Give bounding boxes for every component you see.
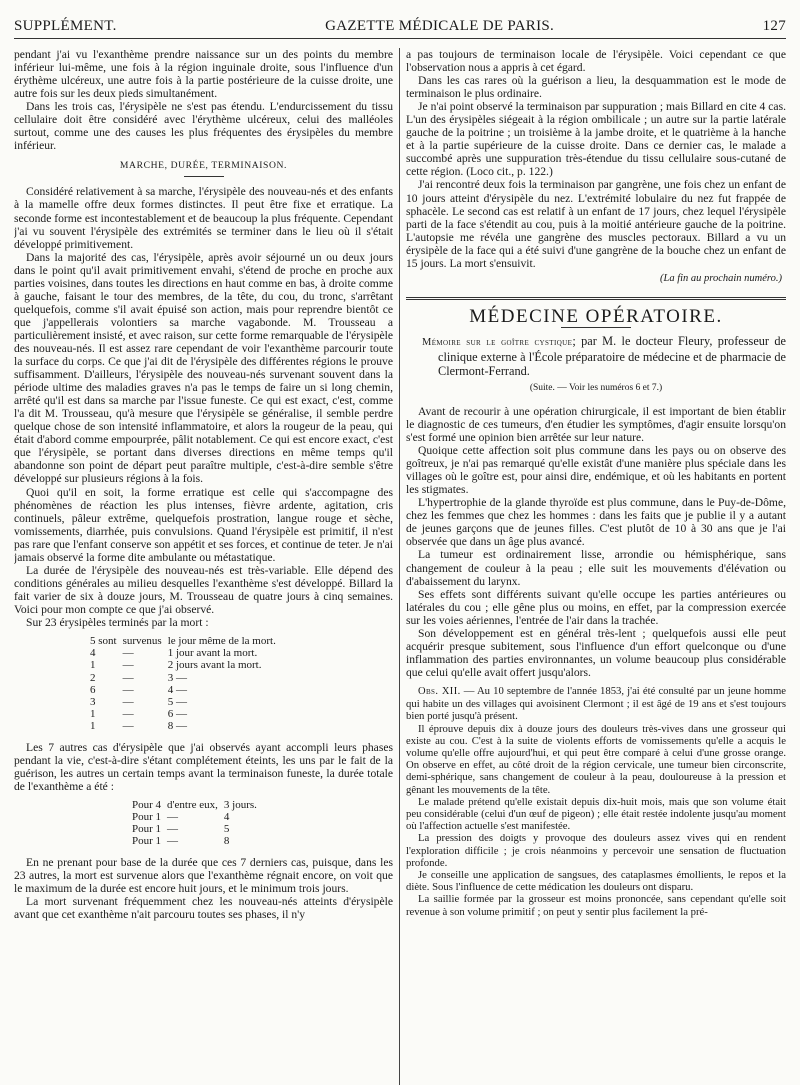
paragraph: Considéré relativement à sa marche, l'érysipèle des nouveau-nés et des enfants à la mamelle offre deux formes distinctes. Il peut être fixe et erratique. La seconde forme est incontestablement et de beaucoup la plus fréquente. Cependant j'ai vu souvent l'érysipèle des extrémités se terminer dans le lieu où il s'était développé primitivement. [14,185,393,251]
paragraph: Quoi qu'il en soit, la forme erratique est celle qui s'accompagne des phénomènes de réaction les plus intenses, fièvre ardente, agitation, cris continuels, pâleur extrême, quelquefois prostration, langue rouge et sèche, vomissements, diarrhée, puis convulsions. Quand l'érysipèle est primitif, il n'est pas rare que l'enfant conserve son appétit et ses forces, et continue de teter. Je n'ai jamais observé la forme dite ambulante ou métastatique. [14,485,393,564]
paragraph: Quoique cette affection soit plus commune dans les pays ou on observe des goîtreux, je n'ai pas remarqué qu'elle existât d'une manière plus spéciale dans les villages où le goître est, pour ainsi dire, endémique, et où les habitants en portent les stigmates. [406,444,786,497]
table-cell: — [122,683,134,696]
paragraph: La durée de l'érysipèle des nouveau-nés est très-variable. Elle dépend des conditions générales au milieu desquelles l'exanthème s'est développé. Billard la fait varier de six à douze jours, M. Trousseau de quatre jours à cinq semaines. Voici pour mon compte ce que j'ai observé. [14,563,393,616]
table-cell: — [122,720,134,733]
table-cell: 1 jour avant la mort. [167,647,258,660]
table-cell: 4 [223,811,230,824]
paragraph: Dans la majorité des cas, l'érysipèle, après avoir séjourné un ou deux jours dans le point qu'il avait primitivement envahi, s'étend de proche en proche aux parties voisines, dans toutes les directions en haut comme en bas, à droite comme à gauche, faisant le tour des membres, de la tête, du cou, du tronc, s'arrêtant quelquefois, comme s'il avait épuisé son action, mais pour reprendre bientôt ce que j'appellerais volontiers sa marche vagabonde. M. Trousseau a particulièrement insisté, et avec raison, sur cette forme remarquable de l'érysipèle des nouveau-nés. Il est assez rare cependant de voir l'exanthème parcourir toute la surface du corps. Ce que j'ai dit de l'érysipèle des différentes régions le prouve suffisamment. D'ailleurs, l'érysipèle des nouveau-nés survenant souvent dans la période ultime des maladies graves n'a pas le temps de faire un si long chemin, arrêté qu'il est dans sa marche par l'issue funeste. Ce qui est exact, c'est, comme l'a dit M. Trousseau, qu'à mesure que l'érysipèle se généralise, il semble perdre quelque chose de son intensité inflammatoire, et alors la rougeur de la peau, qui était d'abord comme empourprée, pâlit notablement. Ce qui est encore exact, c'est que l'érysipèle, se portant dans diverses directions en même temps qu'il abandonne son point de départ peut paraître multiple, c'est-à-dire semble s'être développé sur plusieurs régions à la fois. [14,250,393,486]
table-cell: 4 [90,647,96,660]
table-row [90,696,282,708]
header-supplement: SUPPLÉMENT. [14,18,117,34]
page-header [14,18,786,39]
table-row [90,635,282,647]
table-cell: 6 — [167,708,187,721]
table-cell: 3 [90,696,96,709]
header-page-number: 127 [762,18,786,34]
column-divider [399,48,400,1085]
table-cell: 5 sont [90,635,117,648]
continuation-note: (Suite. — Voir les numéros 6 et 7.) [529,382,663,393]
section-separator [406,297,786,300]
observation-paragraph: Le malade prétend qu'elle existait depuis dix-huit mois, mais que son volume était peu considérable (celui d'un œuf de pigeon) ; elle était restée indolente jusqu'au moment où l'affection actuelle s'est manifestée. [406,795,786,833]
table-cell: — [122,659,134,672]
table-cell: 2 jours avant la mort. [167,659,262,672]
table-cell: 5 — [167,696,187,709]
table-cell: Pour 1 [132,835,162,848]
paragraph: En ne prenant pour base de la durée que ces 7 derniers cas, puisque, dans les 23 autres, la mort est survenue alors que l'exanthème régnait encore, on voit que le maximum de la durée est encore huit jours, et le minimum trois jours. [14,855,393,895]
paragraph: a pas toujours de terminaison locale de l'érysipèle. Voici cependant ce que l'observation nous a appris à cet égard. [406,48,786,75]
table-cell: Pour 1 [132,811,162,824]
table-row [90,684,282,696]
table-cell: Pour 1 [132,823,162,836]
table-cell: 2 [90,671,96,684]
paragraph: La mort survenant fréquemment chez les nouveau-nés atteints d'érysipèle avant que cet exanthème n'ait parcouru toutes ses phases, il n'y [14,894,393,921]
paragraph: Sur 23 érysipèles terminés par la mort : [26,615,209,629]
table-cell: — [122,647,134,660]
table-cell: — [167,823,179,836]
observation-paragraph: Il éprouve depuis dix à douze jours des douleurs très-vives dans une grosseur qui existe au cou. C'est à la suite de violents efforts de vomissements qu'elle a acquis le volume qu'elle offre aujourd'hui, et qui peut être comparé à celui d'une grosse orange. On observe en effet, au côté droit de la région cervicale, une tumeur bien circonscrite, demi-sphérique, sans changement de couleur à la peau, douloureuse à la pression et gênant les mouvements de la tête. [406,722,786,796]
right-column [406,48,786,1085]
table-row [90,659,282,671]
article-title-rest: ; par M. le docteur Fleury, professeur de clinique externe à l'École préparatoire de médecine et de pharmacie de Clermont-Ferrand. [438,333,786,378]
table-cell: 8 — [167,720,187,733]
section-title: MÉDECINE OPÉRATOIRE. [406,310,786,328]
observation-paragraph: Je conseille une application de sangsues, des cataplasmes émollients, le repos et la diète. Sous l'influence de cette médication les douleurs ont disparu. [406,868,786,894]
article-title [422,334,786,378]
table-row [90,708,282,720]
paragraph: La tumeur est ordinairement lisse, arrondie ou hémisphérique, sans changement de couleur à la peau ; elle suit les mouvements d'élévation ou d'abaissement du larynx. [406,548,786,588]
table-row [90,672,282,684]
table-cell: 1 [90,708,96,721]
paragraph: Dans les trois cas, l'érysipèle ne s'est pas étendu. L'endurcissement du tissu cellulaire doit être considéré avec l'érythème ulcéreux, celui des malléoles surtout, comme une des causes les plus fréquentes des érysipèles du membre inférieur. [14,100,393,153]
table-cell: — [167,811,179,824]
paragraph: Dans les cas rares où la guérison a lieu, la desquammation est le mode de terminaison le plus ordinaire. [406,74,786,101]
table-row [90,720,282,732]
table-cell: 1 [90,659,96,672]
table-cell: survenus [122,635,162,648]
table-cell: — [167,835,179,848]
table-cell: d'entre eux, [167,798,218,811]
paragraph: J'ai rencontré deux fois la terminaison par gangrène, une fois chez un enfant de 10 jours atteint d'érysipèle du nez. L'extrémité lobulaire du nez fut frappée de sphacèle. Le second cas est relatif à un enfant de 17 jours, chez lequel l'érysipèle parti de la face s'étendit au cou, puis à la moitié antérieure gauche de la poitrine. L'autopsie me révéla une gangrène des muscles pectoraux. Billard a vu un érysipèle de la face qui a été suivi d'une gangrène de la bouche chez un enfant de 15 jours. La mort s'ensuivit. [406,178,786,270]
table-cell: 5 [223,823,230,836]
duration-table [132,799,263,848]
article-title-smallcaps: Mémoire sur le goître cystique [422,336,573,348]
table-cell: — [122,696,134,709]
table-cell: — [122,671,134,684]
table-cell: 3 — [167,671,187,684]
paragraph: Son développement est en général très-lent ; quelquefois aussi elle peut acquérir presque subitement, sous l'influence d'un effort quelconque ou d'une inflammation des parties environnantes, un volume beaucoup plus considérable que celui qu'elle avait offert jusqu'alors. [406,626,786,679]
table-row [90,647,282,659]
paragraph: Ses effets sont différents suivant qu'elle occupe les parties antérieures ou latérales du cou ; elle gêne plus ou moins, en effet, par la compression exercée sur les voies aériennes, l'entrée de l'air dans la trachée. [406,587,786,627]
table-cell: 8 [223,835,230,848]
table-cell: 6 [90,683,96,696]
table-row [132,823,263,835]
observation-paragraph [406,685,786,723]
observation-text: — Au 10 septembre de l'année 1853, j'ai été consulté par un jeune homme qui habite un des villages qui avoisinent Clermont ; il est âgé de 19 ans et s'est toujours bien porté jusqu'à présent. [406,684,786,723]
table-cell: — [122,708,134,721]
paragraph: Je n'ai point observé la terminaison par suppuration ; mais Billard en cite 4 cas. L'un des érysipèles siégeait à la région ombilicale ; un autre sur la partie latérale gauche de la poitrine ; un troisième à la jambe droite, et le quatrième à la hanche et à la partie supérieure de la cuisse droite. Dans ce dernier cas, le malade a succombé après une suppuration très-étendue du tissu cellulaire sous-cutané de cette région. (Loco cit., p. 122.) [406,100,786,179]
table-cell: 3 jours. [223,798,257,811]
table-row [132,811,263,823]
observation-paragraph: La pression des doigts y provoque des douleurs assez vives qui en rendent l'exploration difficile ; je crois néanmoins y percevoir une sensation de fluctuation profonde. [406,832,786,869]
table-cell: Pour 4 [132,798,162,811]
observation-paragraph: La saillie formée par la grosseur est moins prononcée, sans cependant qu'elle soit revenue à son volume primitif ; on peut y sentir plus facilement la pré- [406,893,786,918]
header-journal-title: GAZETTE MÉDICALE DE PARIS. [325,18,555,34]
table-row [132,835,263,847]
paragraph: Les 7 autres cas d'érysipèle que j'ai observés ayant accompli leurs phases pendant la vie, c'est-à-dire s'étant complétement éteints, les uns par le fait de la guérison, les autres un certain temps avant la terminaison funeste, la durée totale de l'exanthème a été : [14,740,393,793]
table-row [132,799,263,811]
mortality-table [90,635,282,733]
observation-label: Obs. XII. [418,685,461,697]
table-cell: le jour même de la mort. [167,635,276,648]
table-cell: 4 — [167,683,187,696]
paragraph: Avant de recourir à une opération chirurgicale, il est important de bien établir le diagnostic de ces tumeurs, d'en étudier les symptômes, d'agir ensuite lorsqu'on s'est formé une opinion bien arrêtée sur leur nature. [406,404,786,445]
paragraph: L'hypertrophie de la glande thyroïde est plus commune, dans le Puy-de-Dôme, chez les femmes que chez les hommes : dans les faits que je publie il y a autant de jeunes garçons que de jeunes filles. C'est plutôt de 10 à 30 ans que je l'ai observée que dans un âge plus avancé. [406,496,786,549]
left-column [14,48,393,1085]
table-cell: 1 [90,720,96,733]
to-be-continued-note: (La fin au prochain numéro.) [659,272,782,284]
paragraph: pendant j'ai vu l'exanthème prendre naissance sur un des points du membre inférieur lui-même, une fois à la région inguinale droite, sous l'influence d'un érythème ulcéreux, une autre fois à la partie postérieure de la cuisse droite, une autre fois sur les deux pieds simultanément. [14,48,393,101]
section-subheading: MARCHE, DURÉE, TERMINAISON. [14,159,393,177]
